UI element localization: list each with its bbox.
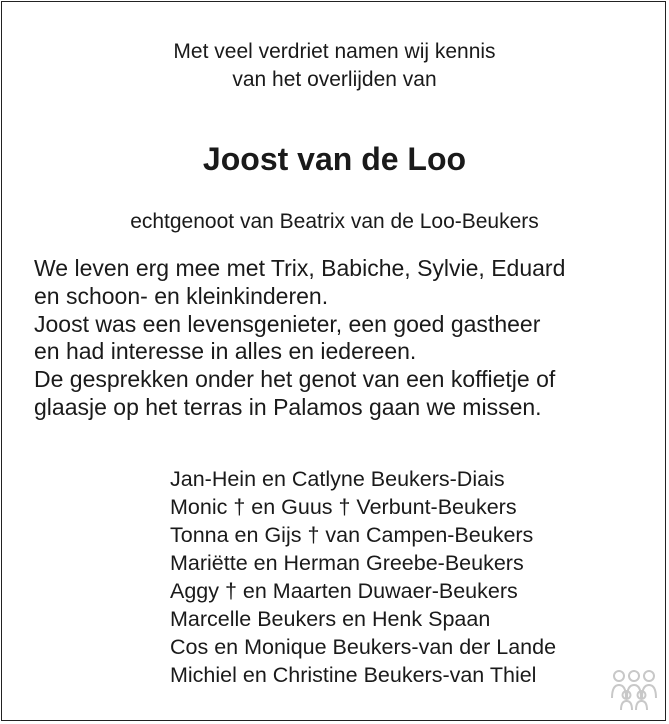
intro-line: van het overlijden van: [232, 68, 437, 91]
intro-line: Met veel verdriet namen wij kennis: [173, 40, 496, 63]
family-figures-icon: [610, 668, 658, 712]
condolence-message: [34, 255, 644, 422]
family-line: Cos en Monique Beukers-van der Lande: [170, 635, 557, 659]
message-line: De gesprekken onder het genot van een koffietje of: [34, 366, 556, 393]
message-line: glaasje op het terras in Palamos gaan we missen.: [34, 393, 542, 420]
family-line: Aggy † en Maarten Duwaer-Beukers: [170, 579, 518, 603]
family-line: Marcelle Beukers en Henk Spaan: [170, 607, 491, 631]
intro-text: [0, 38, 669, 94]
family-line: Jan-Hein en Catlyne Beukers-Diais: [170, 467, 505, 491]
message-line: en had interesse in alles en iedereen.: [34, 338, 417, 365]
deceased-name: Joost van de Loo: [202, 141, 467, 177]
message-line: Joost was een levensgenieter, een goed gastheer: [34, 310, 541, 337]
family-line: Tonna en Gijs † van Campen-Beukers: [170, 523, 534, 547]
family-signatures: [170, 465, 640, 689]
family-line: Monic † en Guus † Verbunt-Beukers: [170, 495, 517, 519]
spouse-line: echtgenoot van Beatrix van de Loo-Beukers: [130, 210, 539, 233]
message-line: en schoon- en kleinkinderen.: [34, 282, 329, 309]
family-line: Michiel en Christine Beukers-van Thiel: [170, 663, 537, 687]
message-line: We leven erg mee met Trix, Babiche, Sylvie, Eduard: [34, 255, 566, 281]
family-line: Mariëtte en Herman Greebe-Beukers: [170, 551, 524, 575]
